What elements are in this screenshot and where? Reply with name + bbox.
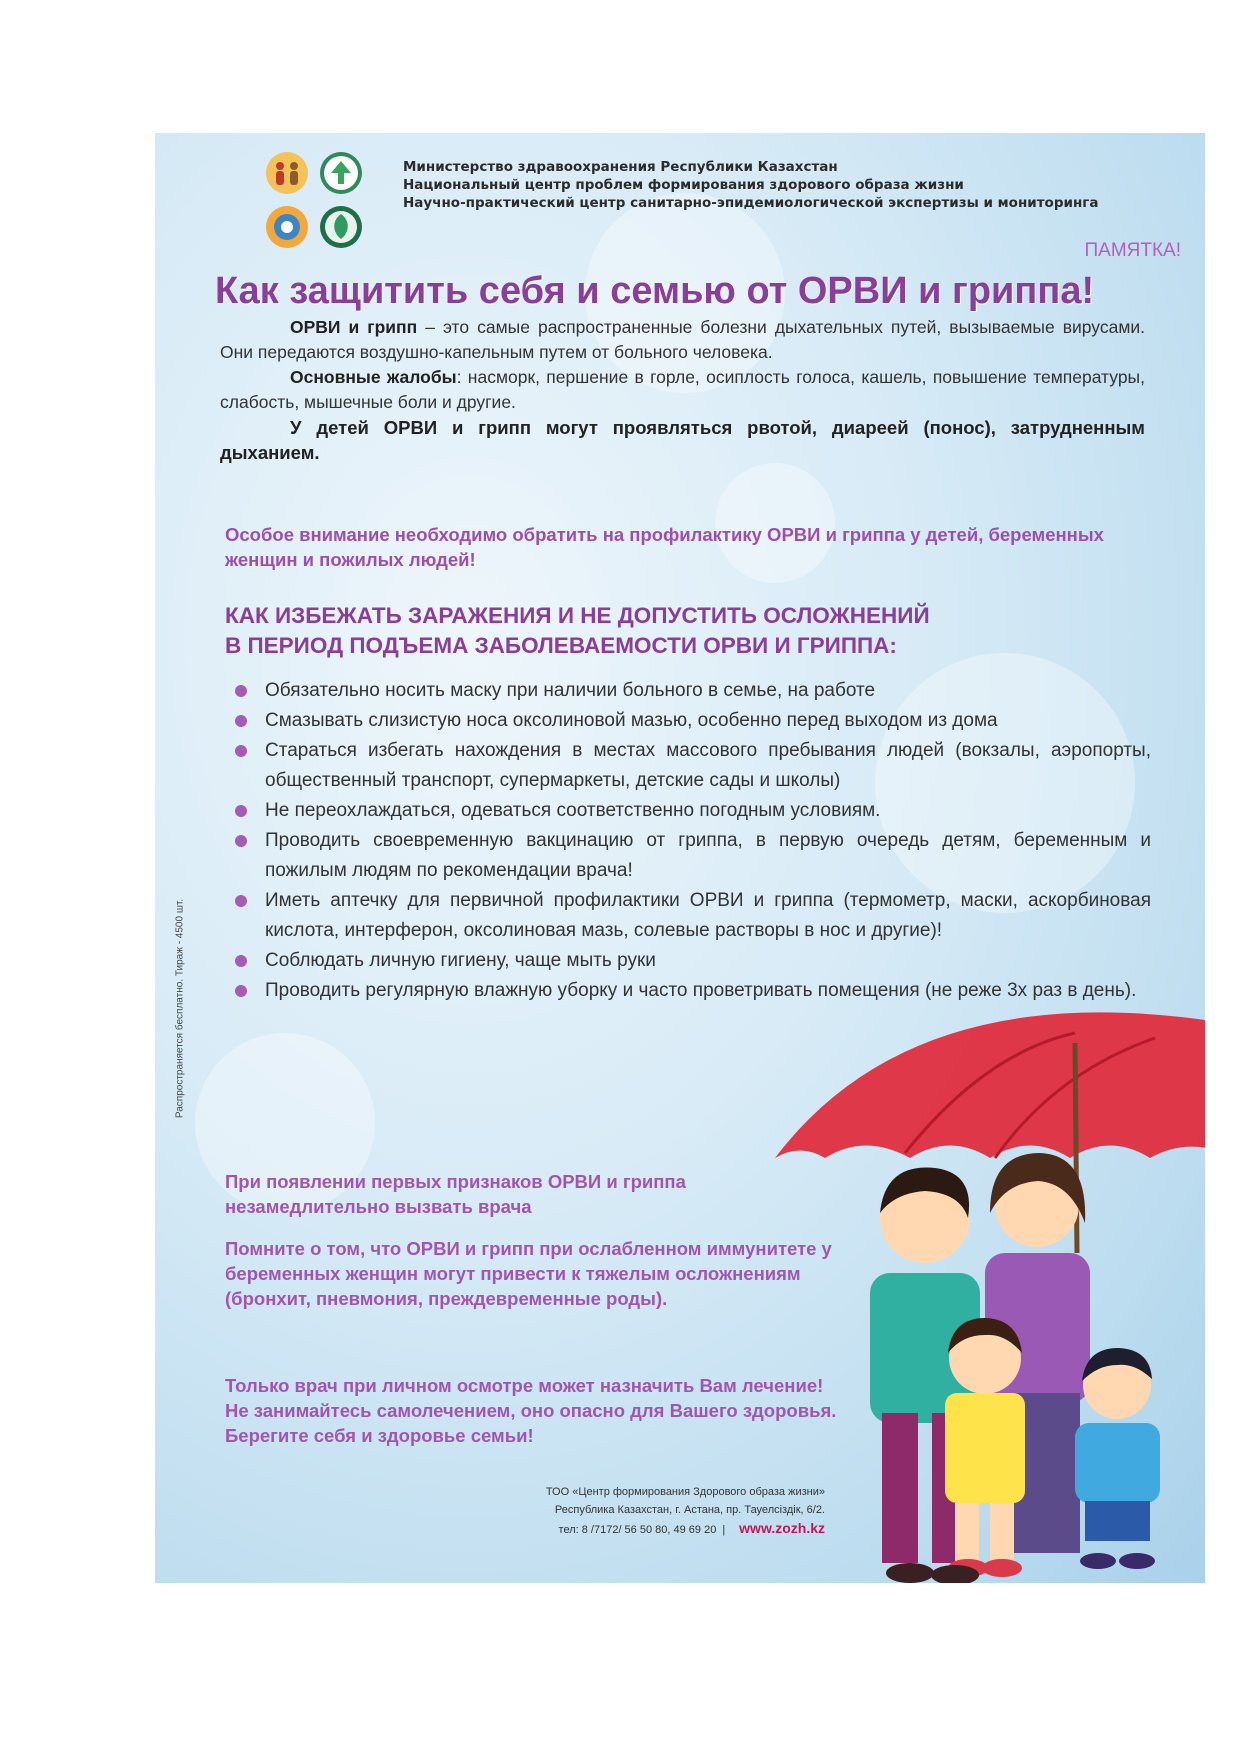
list-item-text: Проводить регулярную влажную уборку и часто проветривать помещения (не реже 3х раз в день). bbox=[265, 980, 1137, 1001]
tree-emblem-icon bbox=[319, 151, 363, 195]
list-item-text: Проводить своевременную вакцинацию от гриппа, в первую очередь детям, беременным и пожилым людям по рекомендации врача! bbox=[265, 830, 1151, 881]
prevention-heading-line: КАК ИЗБЕЖАТЬ ЗАРАЖЕНИЯ И НЕ ДОПУСТИТЬ ОСЛОЖНЕНИЙ bbox=[225, 603, 930, 628]
logo-group bbox=[265, 151, 365, 261]
memo-label: ПАМЯТКА! bbox=[1084, 240, 1181, 261]
bullet-icon bbox=[235, 745, 247, 757]
list-item bbox=[233, 736, 1151, 796]
bullet-icon bbox=[235, 985, 247, 997]
org-line: Национальный центр проблем формирования здорового образа жизни bbox=[403, 177, 964, 193]
organization-lines bbox=[403, 158, 1183, 212]
list-item bbox=[233, 706, 1151, 736]
list-item-text: Иметь аптечку для первичной профилактики ОРВИ и гриппа (термометр, маски, аскорбиновая кислота, интерферон, оксолиновая мазь, солевые растворы в нос и другие)! bbox=[265, 890, 1151, 941]
complaints-paragraph bbox=[220, 365, 1145, 415]
self-treatment-warning: Только врач при личном осмотре может назначить Вам лечение! Не занимайтесь самолечением, оно опасно для Вашего здоровья. Берегите себя и здоровье семьи! bbox=[225, 1375, 837, 1446]
doctor-call-note: При появлении первых признаков ОРВИ и гриппа незамедлительно вызвать врача bbox=[225, 1171, 686, 1217]
intro-text bbox=[220, 315, 1145, 465]
footer bbox=[325, 1483, 825, 1539]
website-link[interactable]: www.zozh.kz bbox=[739, 1520, 825, 1536]
list-item bbox=[233, 796, 1151, 826]
children-paragraph: У детей ОРВИ и грипп могут проявляться рвотой, диареей (понос), затрудненным дыханием. bbox=[220, 417, 1145, 463]
list-item-text: Соблюдать личную гигиену, чаще мыть руки bbox=[265, 950, 656, 971]
prevention-heading-line: В ПЕРИОД ПОДЪЕМА ЗАБОЛЕВАЕМОСТИ ОРВИ И ГРИППА: bbox=[225, 633, 897, 658]
bullet-icon bbox=[235, 685, 247, 697]
bullet-icon bbox=[235, 835, 247, 847]
bullet-icon bbox=[235, 805, 247, 817]
list-item bbox=[233, 676, 1151, 706]
list-item-text: Не переохлаждаться, одеваться соответственно погодным условиям. bbox=[265, 800, 881, 821]
bullet-icon bbox=[235, 715, 247, 727]
pregnancy-warning: Помните о том, что ОРВИ и грипп при ослабленном иммунитете у беременных женщин могут привести к тяжелым осложнениям (бронхит, пневмония, преждевременные роды). bbox=[225, 1238, 832, 1309]
footer-contacts bbox=[325, 1519, 825, 1539]
footer-org: ТОО «Центр формирования Здорового образа жизни» bbox=[545, 1486, 825, 1498]
gear-emblem-icon bbox=[265, 205, 309, 249]
list-item-text: Стараться избегать нахождения в местах массового пребывания людей (вокзалы, аэропорты, общественный транспорт, супермаркеты, детские сады и школы) bbox=[265, 740, 1151, 791]
bullet-icon bbox=[235, 895, 247, 907]
family-emblem-icon bbox=[265, 151, 309, 195]
list-item-text: Смазывать слизистую носа оксолиновой мазью, особенно перед выходом из дома bbox=[265, 710, 998, 731]
prevention-heading bbox=[225, 601, 1125, 661]
list-item-text: Обязательно носить маску при наличии больного в семье, на работе bbox=[265, 680, 876, 701]
footer-address: Республика Казахстан, г. Астана, пр. Тауелсіздік, 6/2. bbox=[554, 1504, 825, 1516]
intro-paragraph bbox=[220, 315, 1145, 365]
flyer bbox=[155, 133, 1205, 1583]
distribution-note: Распространяется бесплатно. Тираж - 4500 шт. bbox=[174, 898, 186, 1119]
bullet-icon bbox=[235, 955, 247, 967]
list-item bbox=[233, 886, 1151, 946]
footer-phone: тел: 8 /7172/ 56 50 80, 49 69 20 bbox=[558, 1524, 717, 1536]
intro-bold: ОРВИ и грипп bbox=[290, 317, 418, 337]
complaints-bold: Основные жалобы bbox=[290, 367, 457, 387]
footer-separator: | bbox=[722, 1524, 726, 1536]
page-title: Как защитить себя и семью от ОРВИ и гриппа! bbox=[215, 270, 1095, 312]
org-line: Научно-практический центр санитарно-эпидемиологической экспертизы и мониторинга bbox=[403, 195, 1099, 211]
org-line: Министерство здравоохранения Республики Казахстан bbox=[403, 159, 838, 175]
attention-note: Особое внимание необходимо обратить на профилактику ОРВИ и гриппа у детей, беременных женщин и пожилых людей! bbox=[225, 524, 1104, 570]
family-illustration-icon bbox=[840, 1123, 1205, 1583]
list-item bbox=[233, 826, 1151, 886]
complaints-rest: : насморк, першение в горле, осиплость голоса, кашель, повышение температуры, слабость, мышечные боли и другие. bbox=[220, 367, 1145, 412]
intro-rest: – это самые распространенные болезни дыхательных путей, вызываемые вирусами. Они передаются воздушно-капельным путем от больного человека. bbox=[220, 317, 1146, 362]
leaf-emblem-icon bbox=[319, 205, 363, 249]
